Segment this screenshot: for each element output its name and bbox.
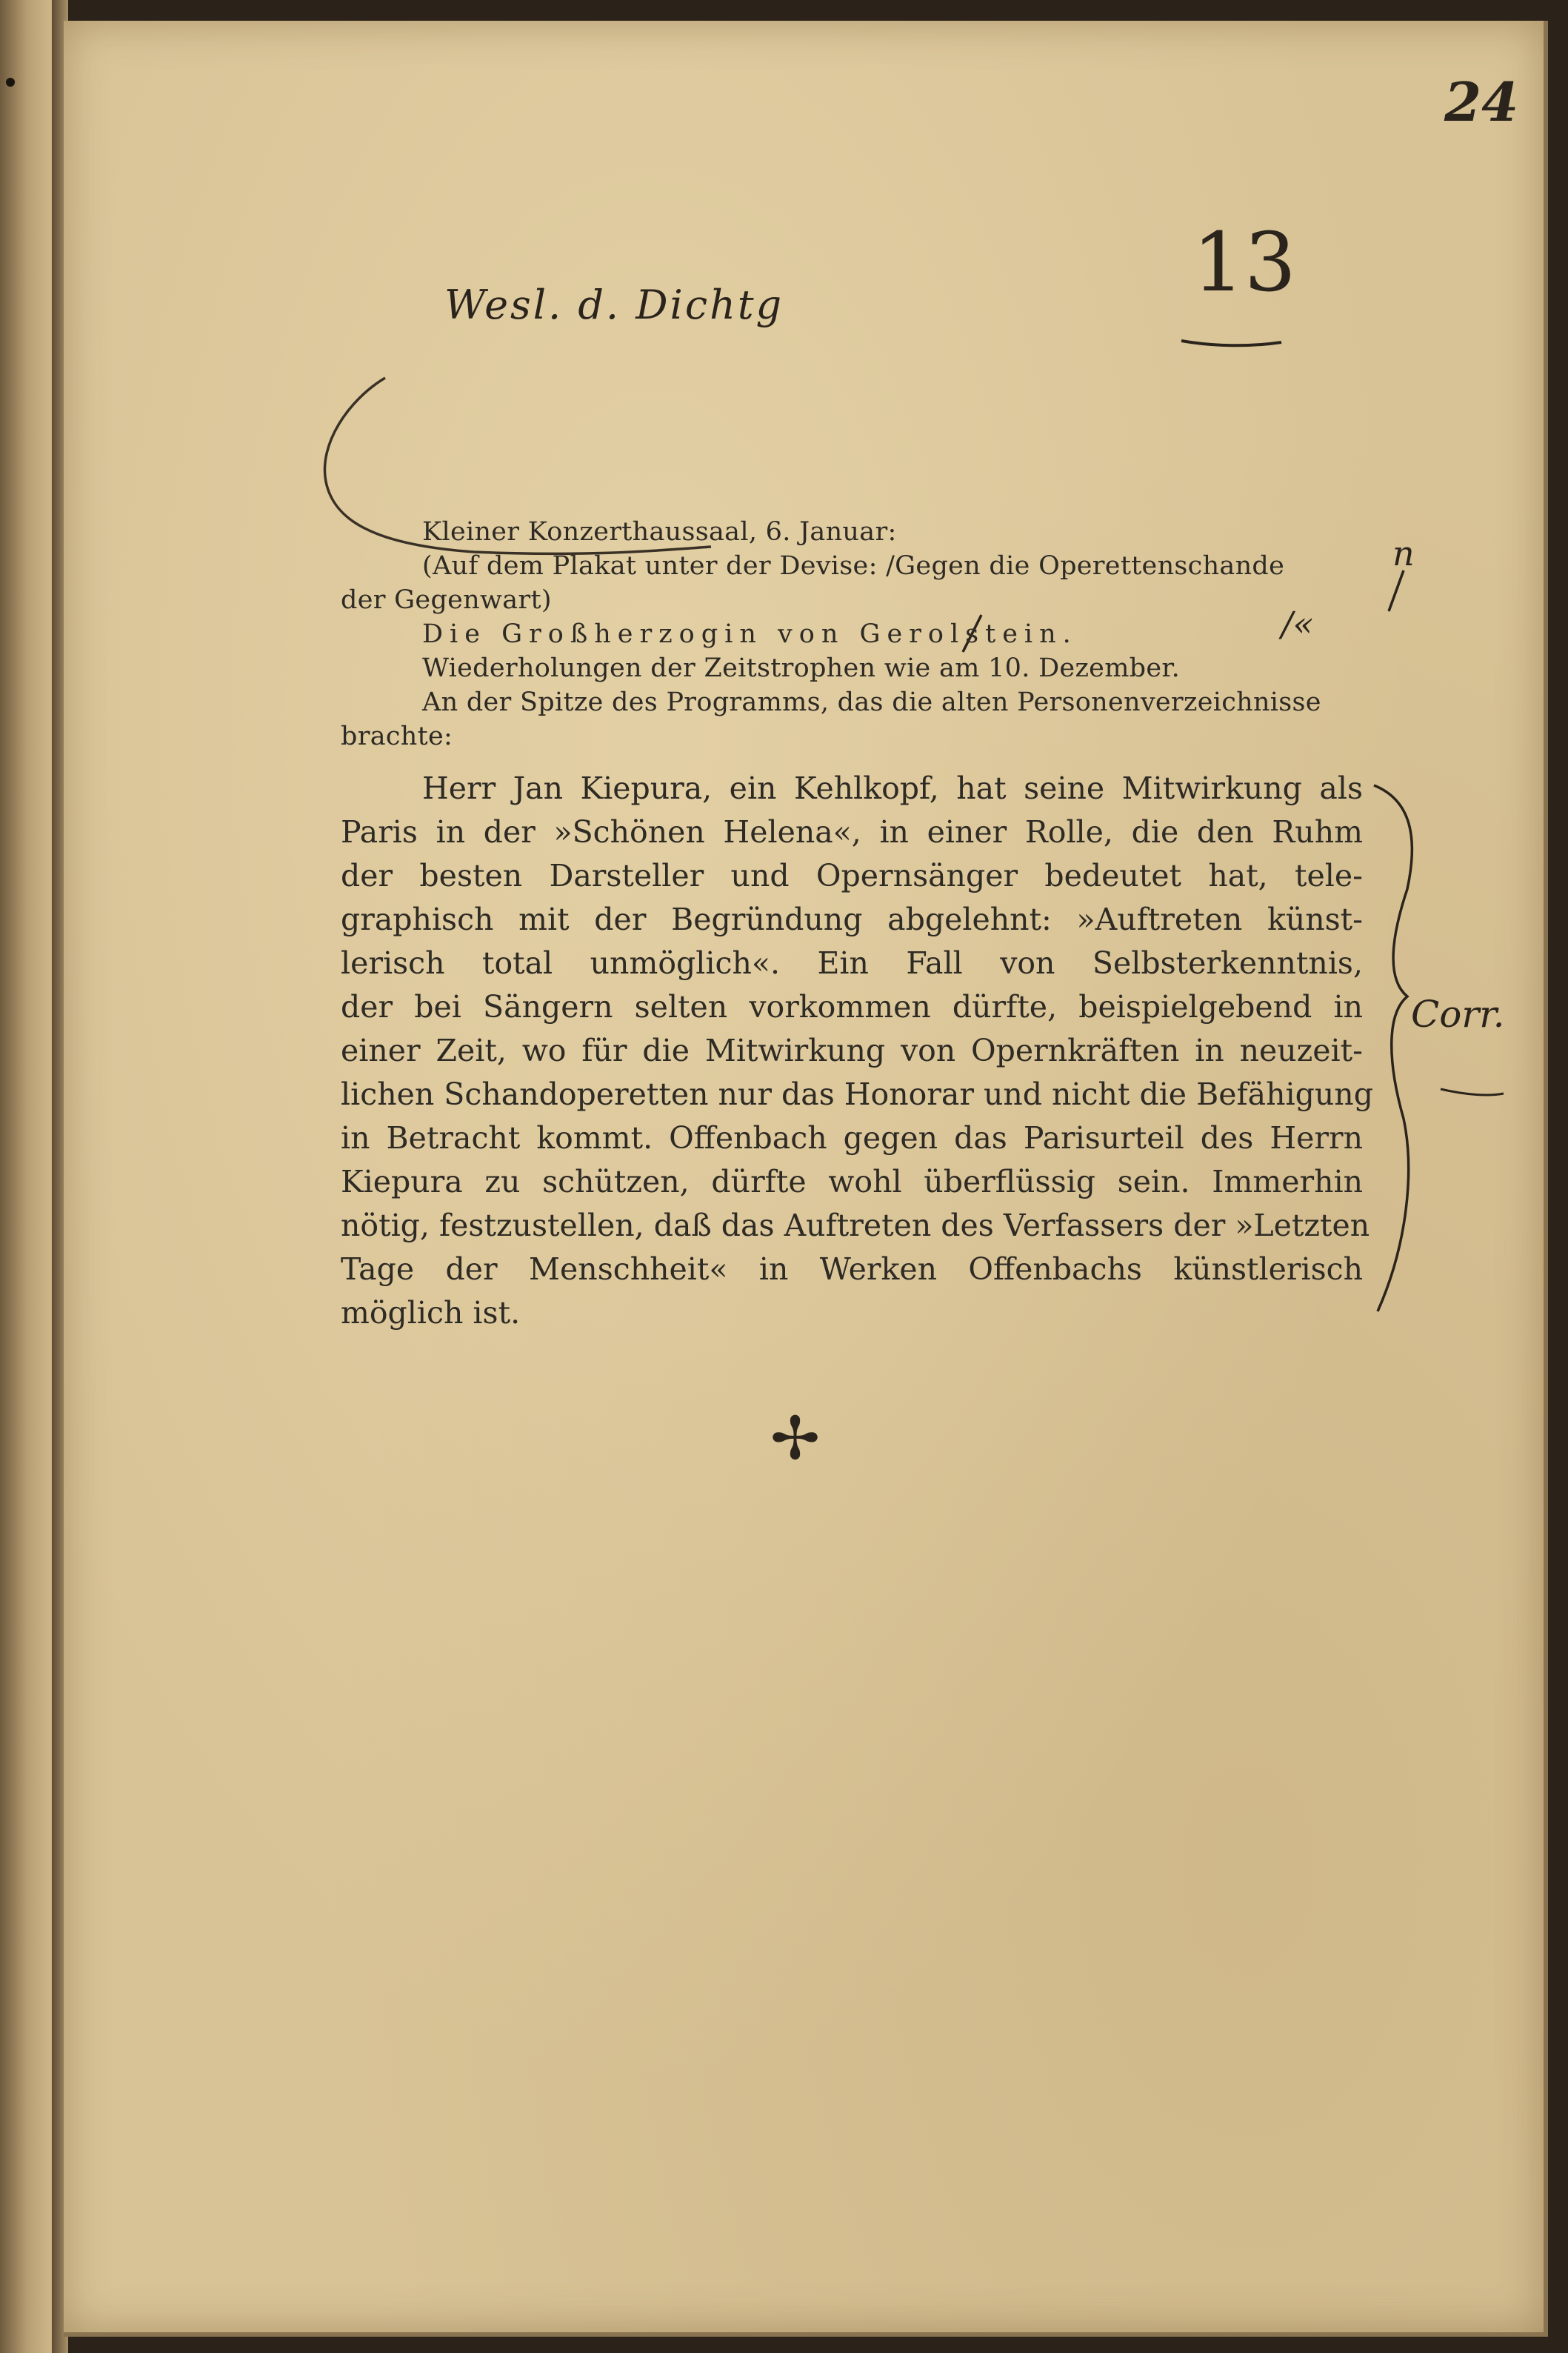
repetition-note-line: Wiederholungen der Zeitstrophen wie am 10. Dezember.	[422, 653, 1181, 683]
poster-motto-continuation: der Gegenwart)	[341, 585, 552, 615]
quote-line: möglich ist.	[341, 1295, 521, 1331]
quote-line: Herr Jan Kiepura, ein Kehlkopf, hat seine Mitwirkung als	[422, 771, 1363, 806]
quote-line: Tage der Menschheit« in Werken Offenbachs künstlerisch	[341, 1251, 1363, 1287]
quote-line: in Betracht kommt. Offenbach gegen das Parisurteil des Herrn	[341, 1120, 1363, 1156]
margin-correction-note: Corr.	[1411, 993, 1505, 1036]
work-title-line: Die Großherzogin von Gerolstein.	[422, 619, 1078, 649]
end-ornament-icon: ✢	[770, 1404, 821, 1473]
page-number-underline	[1181, 341, 1281, 345]
quote-line: nötig, festzustellen, daß das Auftreten des Verfassers der »Letzten	[341, 1208, 1370, 1243]
printed-text-block	[341, 515, 1373, 1335]
quote-line: lichen Schandoperetten nur das Honorar und nicht die Befähigung	[341, 1076, 1373, 1112]
quote-line: Kiepura zu schützen, dürfte wohl überflüssig sein. Immerhin	[341, 1164, 1363, 1199]
margin-mark-quote: /«	[1281, 604, 1314, 644]
program-note-continuation: brachte:	[341, 722, 453, 751]
quote-line: einer Zeit, wo für die Mitwirkung von Opernkräften in neuzeit-	[341, 1033, 1363, 1068]
quoted-paragraph	[341, 767, 1373, 1335]
program-note-line: An der Spitze des Programms, das die alten Personenverzeichnisse	[422, 688, 1321, 717]
margin-slash-mark	[1389, 570, 1404, 611]
quote-line: der bei Sängern selten vorkommen dürfte, beispielgebend in	[341, 989, 1363, 1025]
venue-line: Kleiner Konzerthaussaal, 6. Januar:	[422, 517, 897, 547]
margin-mark-n: n	[1392, 533, 1415, 573]
quote-line: Paris in der »Schönen Helena«, in einer Rolle, die den Ruhm	[341, 814, 1363, 850]
folio-number: 24	[1444, 70, 1519, 133]
quote-line: lerisch total unmöglich«. Ein Fall von Selbsterkenntnis,	[341, 945, 1363, 981]
quote-line: graphisch mit der Begründung abgelehnt: »Auftreten künst-	[341, 902, 1363, 937]
page-number: 13	[1192, 215, 1296, 310]
poster-motto-line: (Auf dem Plakat unter der Devise: /Gegen die Operettenschande	[422, 551, 1285, 581]
quote-brace-mark	[1374, 785, 1412, 1311]
handwritten-heading-note: Wesl. d. Dichtg	[444, 282, 784, 328]
side-note-underline	[1441, 1089, 1504, 1095]
quote-line: der besten Darsteller und Opernsänger bedeutet hat, tele-	[341, 858, 1363, 893]
